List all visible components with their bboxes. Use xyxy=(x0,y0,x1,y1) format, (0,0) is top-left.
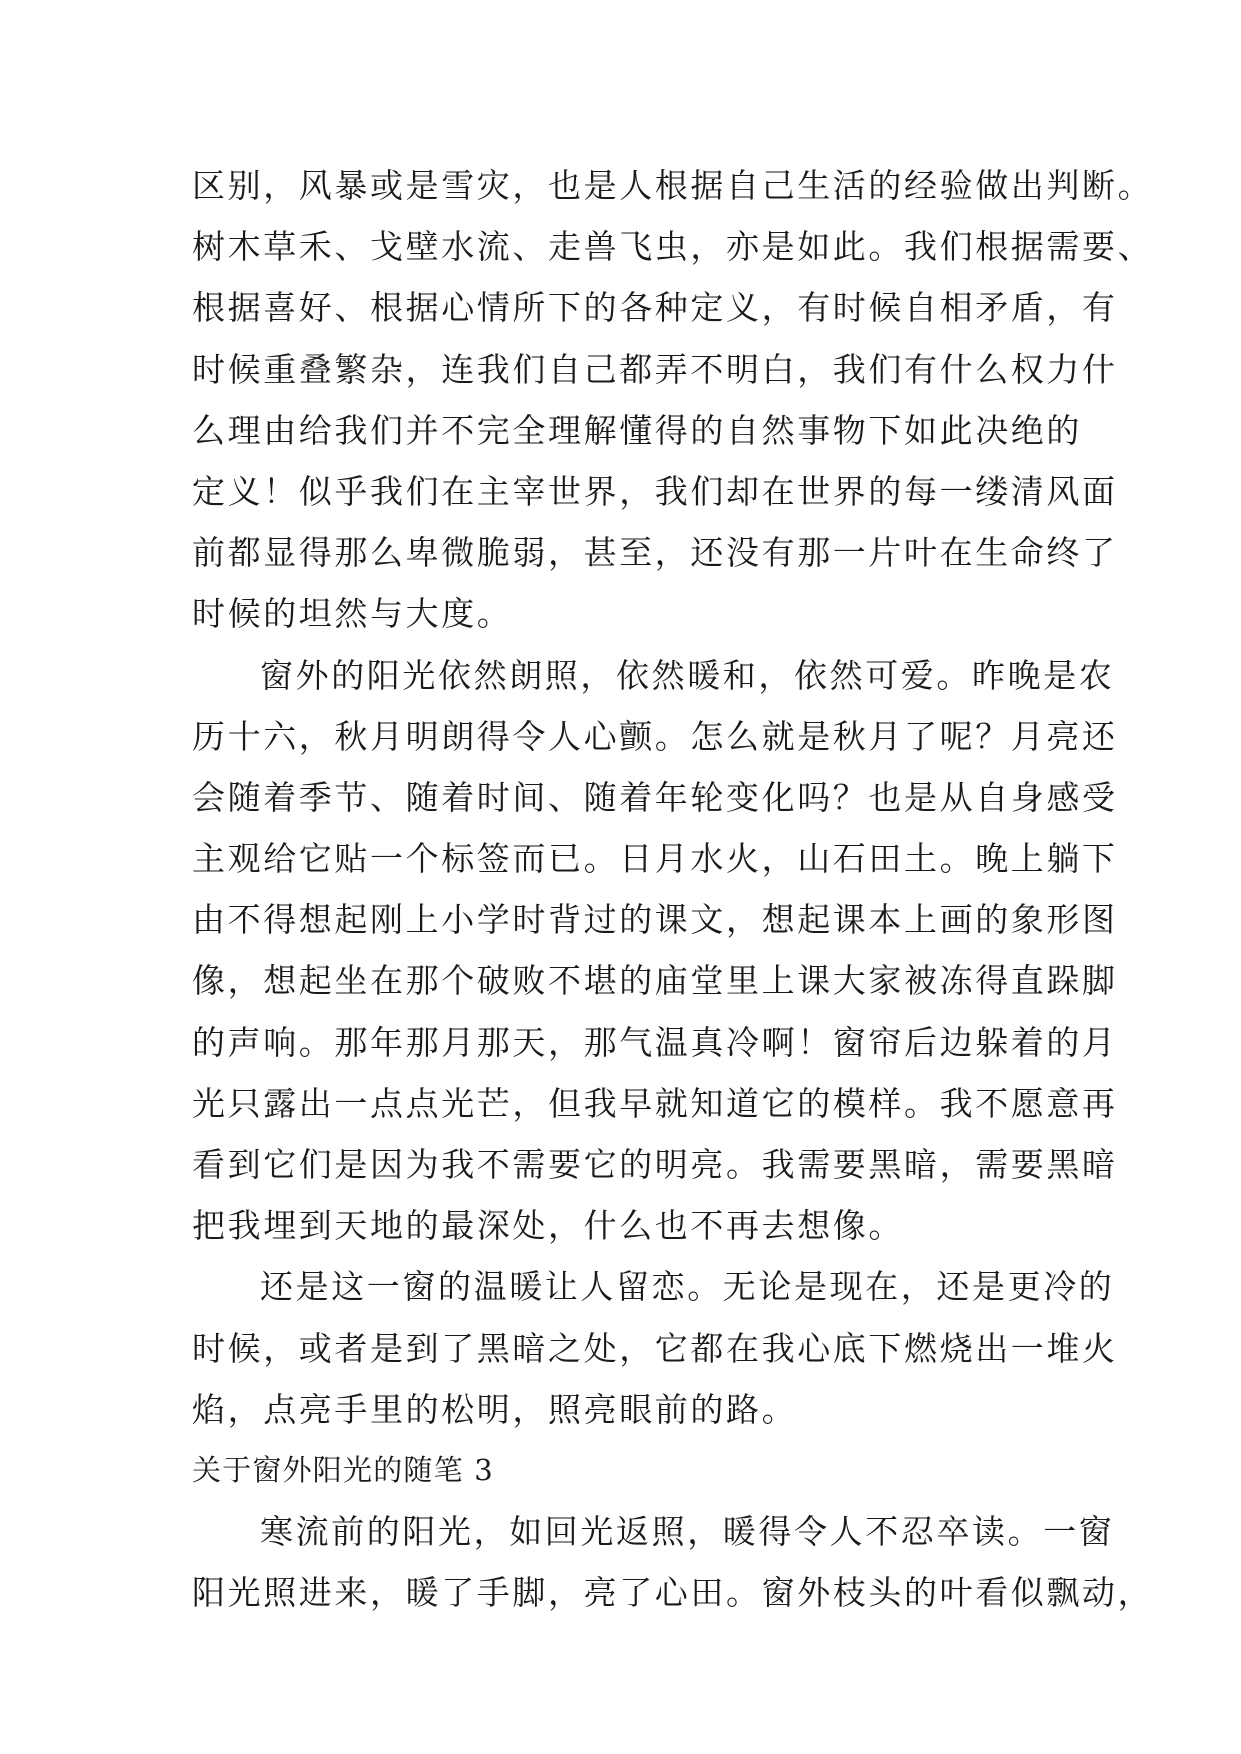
text-line: 前都显得那么卑微脆弱，甚至，还没有那一片叶在生命终了 xyxy=(192,533,1118,573)
text-line: 的声响。那年那月那天，那气温真冷啊！窗帘后边躲着的月 xyxy=(192,1022,1118,1062)
text-line: 时候重叠繁杂，连我们自己都弄不明白，我们有什么权力什 xyxy=(192,349,1118,389)
text-line: 区别，风暴或是雪灾，也是人根据自己生活的经验做出判断。 xyxy=(192,166,1154,205)
body-text xyxy=(192,155,1154,1624)
section-heading: 关于窗外阳光的随笔 3 xyxy=(192,1452,494,1487)
text-line: 定义！似乎我们在主宰世界，我们却在世界的每一缕清风面 xyxy=(192,471,1118,511)
text-line: 主观给它贴一个标签而已。日月水火，山石田土。晚上躺下 xyxy=(192,839,1118,879)
text-line: 光只露出一点点光芒，但我早就知道它的模样。我不愿意再 xyxy=(192,1083,1118,1123)
text-line: 时候，或者是到了黑暗之处，它都在我心底下燃烧出一堆火 xyxy=(192,1328,1118,1368)
text-line: 由不得想起刚上小学时背过的课文，想起课本上画的象形图 xyxy=(192,900,1118,940)
text-line: 阳光照进来，暖了手脚，亮了心田。窗外枝头的叶看似飘动， xyxy=(192,1573,1154,1613)
paragraph-start-line: 还是这一窗的温暖让人留恋。无论是现在，还是更冷的 xyxy=(260,1267,1115,1307)
paragraph-start-line: 窗外的阳光依然朗照，依然暖和，依然可爱。昨晚是农 xyxy=(260,655,1115,695)
text-line: 像，想起坐在那个破败不堪的庙堂里上课大家被冻得直跺脚 xyxy=(192,961,1118,1001)
text-line: 根据喜好、根据心情所下的各种定义，有时候自相矛盾，有 xyxy=(192,288,1118,328)
text-line: 历十六，秋月明朗得令人心颤。怎么就是秋月了呢？月亮还 xyxy=(192,716,1118,756)
paragraph-start-line: 寒流前的阳光，如回光返照，暖得令人不忍卒读。一窗 xyxy=(260,1512,1115,1552)
text-line: 时候的坦然与大度。 xyxy=(192,594,513,634)
text-line: 把我埋到天地的最深处，什么也不再去想像。 xyxy=(192,1206,904,1246)
text-line: 焰，点亮手里的松明，照亮眼前的路。 xyxy=(192,1389,798,1429)
text-line: 么理由给我们并不完全理解懂得的自然事物下如此决绝的 xyxy=(192,410,1082,450)
text-line: 会随着季节、随着时间、随着年轮变化吗？也是从自身感受 xyxy=(192,777,1118,817)
text-line: 看到它们是因为我不需要它的明亮。我需要黑暗，需要黑暗 xyxy=(192,1145,1118,1184)
text-line: 树木草禾、戈壁水流、走兽飞虫，亦是如此。我们根据需要、 xyxy=(192,227,1154,267)
